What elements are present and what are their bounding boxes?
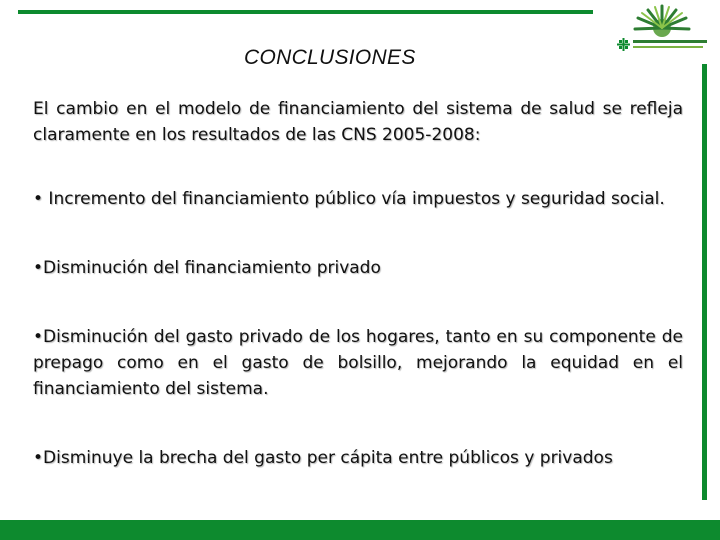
slide-body xyxy=(33,96,683,471)
sun-rays-icon xyxy=(635,6,689,37)
ministry-logo-icon xyxy=(615,2,710,64)
slide-title: CONCLUSIONES xyxy=(244,46,416,69)
bullet-item-3: •Disminución del gasto privado de los hogares, tanto en su componente de prepago como en el gasto de bolsillo, mejorando la equidad en el financiamiento del sistema. xyxy=(33,327,683,399)
intro-paragraph: El cambio en el modelo de financiamiento del sistema de salud se refleja claramente en los resultados de las CNS 2005-2008: xyxy=(33,99,683,145)
bottom-green-bar xyxy=(0,520,720,540)
top-green-rule xyxy=(18,10,593,14)
bullet-item-4: •Disminuye la brecha del gasto per cápita entre públicos y privados xyxy=(33,448,613,468)
bullet-item-2: •Disminución del financiamiento privado xyxy=(33,258,381,278)
bullet-item-1: • Incremento del financiamiento público vía impuestos y seguridad social. xyxy=(33,189,665,209)
right-green-rule xyxy=(702,64,707,500)
